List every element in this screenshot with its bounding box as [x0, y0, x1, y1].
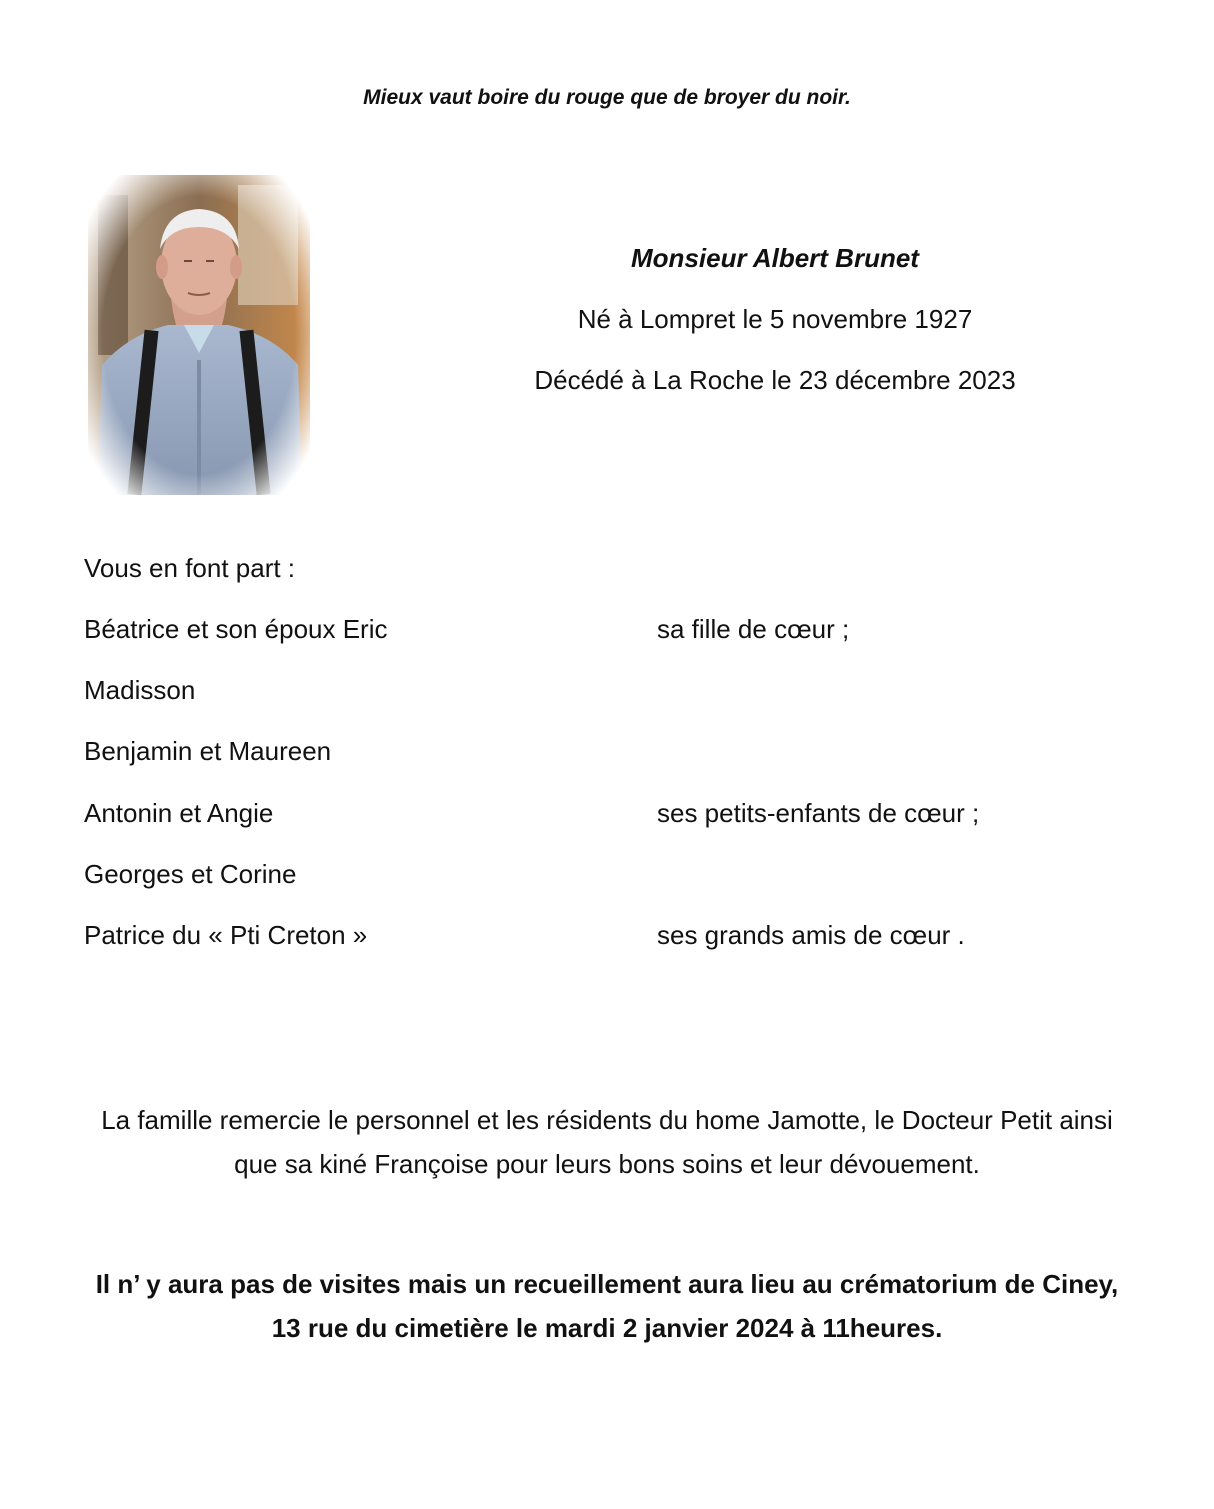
family-member: Madisson	[84, 675, 196, 706]
thanks-paragraph: La famille remercie le personnel et les résidents du home Jamotte, le Docteur Petit ainsi que sa kiné Françoise pour leurs bons soins et leur dévouement.	[101, 1105, 1113, 1179]
family-row	[84, 917, 1144, 953]
epigraph-quote: Mieux vaut boire du rouge que de broyer du noir.	[363, 86, 851, 109]
family-list	[84, 550, 1144, 978]
family-member: Benjamin et Maureen	[84, 736, 332, 767]
family-row	[84, 672, 1144, 708]
family-member: Béatrice et son époux Eric	[84, 614, 388, 644]
family-member: Antonin et Angie	[84, 797, 274, 828]
family-row	[84, 733, 1144, 769]
death-line: Décédé à La Roche le 23 décembre 2023	[534, 365, 1016, 395]
family-member: Georges et Corine	[84, 858, 297, 889]
portrait-photo	[88, 175, 310, 495]
family-row	[84, 611, 1144, 647]
deceased-identity	[470, 240, 1080, 423]
family-relation: ses grands amis de cœur .	[657, 919, 965, 950]
family-heading: Vous en font part :	[84, 553, 296, 583]
family-row	[84, 856, 1144, 892]
family-relation: sa fille de cœur ;	[657, 614, 850, 644]
family-member: Patrice du « Pti Creton »	[84, 919, 368, 950]
family-relation: ses petits-enfants de cœur ;	[657, 797, 980, 828]
ceremony-notice: Il n’ y aura pas de visites mais un recueillement aura lieu au crématorium de Ciney, 13 rue du cimetière le mardi 2 janvier 2024 à 11heures.	[95, 1269, 1119, 1343]
deceased-name: Monsieur Albert Brunet	[631, 243, 919, 273]
family-row	[84, 795, 1144, 831]
birth-line: Né à Lompret le 5 novembre 1927	[577, 304, 973, 334]
